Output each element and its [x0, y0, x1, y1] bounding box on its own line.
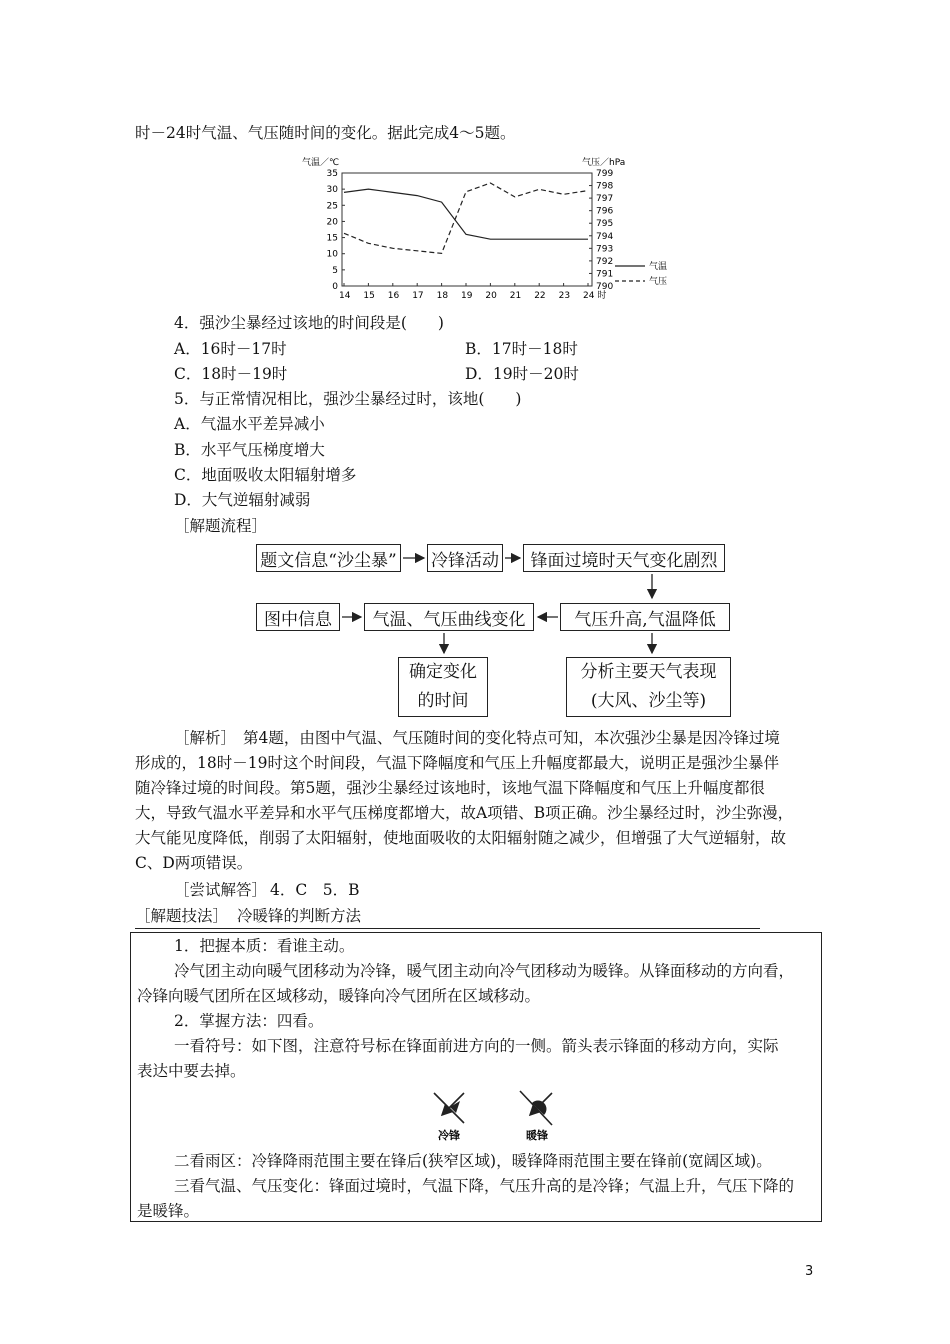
right-tick-label: 792 — [596, 256, 614, 267]
tips-p6a: 三看气温、气压变化：锋面过境时，气温下降，气压升高的是冷锋；气温上升，气压下降的 — [174, 1177, 795, 1195]
analysis-line-1: 第4题，由图中气温、气压随时间的变化特点可知，本次强沙尘暴是因冷锋过境 — [243, 729, 780, 747]
x-tick-label: 22 — [534, 291, 546, 301]
flow-box-chart-info: 图中信息 — [256, 603, 340, 631]
right-tick-label: 796 — [596, 206, 614, 217]
tips-p5: 二看雨区：冷锋降雨范围主要在锋后(狭窄区域)，暖锋降雨范围主要在锋前(宽阔区域)。 — [174, 1152, 772, 1170]
warm-front-label: 暖锋 — [526, 1129, 548, 1142]
q5-option-a: A．气温水平差异减小 — [174, 415, 325, 433]
cold-front-label: 冷锋 — [438, 1129, 460, 1142]
right-tick-label: 799 — [596, 169, 614, 179]
analysis-line-4: 大，导致气温水平差异和水平气压梯度都增大，故A项错、B项正确。沙尘暴经过时，沙尘弥漫， — [135, 804, 794, 822]
flow-box-cold-front: 冷锋活动 — [427, 544, 503, 572]
q5-option-c: C．地面吸收太阳辐射增多 — [174, 466, 357, 484]
flow-box-text-info: 题文信息“沙尘暴” — [256, 544, 401, 572]
q4-stem: 4．强沙尘暴经过该地的时间段是( ) — [174, 314, 444, 332]
answer-text: 4．C 5．B — [270, 881, 360, 899]
x-tick-label: 17 — [412, 291, 424, 301]
flow-box-determine-time-line2: 的时间 — [417, 691, 469, 711]
x-tick-label: 20 — [485, 291, 497, 301]
left-tick-label: 25 — [326, 201, 338, 212]
left-tick-label: 20 — [326, 217, 338, 228]
tips-label: ［解题技法］ — [135, 907, 229, 925]
flow-box-pressure-temp: 气压升高,气温降低 — [560, 603, 730, 631]
x-tick-label: 19 — [461, 291, 473, 301]
right-tick-label: 794 — [596, 231, 614, 242]
cold-front-symbol-icon — [434, 1093, 464, 1123]
analysis-line-2: 形成的，18时－19时这个时间段，气温下降幅度和气压上升幅度都最大，说明正是强沙尘暴伴 — [135, 754, 779, 772]
right-axis-label: 气压／hPa — [582, 158, 626, 168]
tips-p4b: 表达中要去掉。 — [137, 1062, 246, 1080]
left-tick-label: 10 — [326, 249, 338, 260]
analysis-line-6: C、D两项错误。 — [135, 854, 253, 872]
front-symbols — [420, 1085, 570, 1147]
q4-option-a: A．16时－17时 — [174, 340, 287, 358]
left-tick-label: 35 — [326, 169, 338, 179]
warm-front-symbol-icon — [520, 1091, 552, 1125]
right-tick-label: 798 — [596, 181, 614, 192]
left-tick-label: 15 — [326, 233, 338, 244]
left-tick-label: 30 — [326, 185, 338, 196]
right-tick-label: 790 — [596, 282, 614, 292]
left-tick-label: 5 — [332, 265, 338, 276]
q5-option-d: D．大气逆辐射减弱 — [174, 491, 311, 509]
analysis-label: ［解析］ — [174, 729, 237, 747]
answer-label: ［尝试解答］ — [174, 881, 268, 899]
flow-box-analyze-weather-line1: 分析主要天气表现 — [580, 662, 717, 682]
x-tick-label: 15 — [363, 291, 375, 301]
tips-p2a: 冷气团主动向暖气团移动为冷锋，暖气团主动向冷气团移动为暖锋。从锋面移动的方向看， — [174, 962, 795, 980]
tips-p4a: 一看符号：如下图，注意符号标在锋面前进方向的一侧。箭头表示锋面的移动方向，实际 — [174, 1037, 779, 1055]
analysis-line-3: 随冷锋过境的时间段。第5题，强沙尘暴经过该地时，该地气温下降幅度和气压上升幅度都很 — [135, 779, 765, 797]
flow-box-curve-change: 气温、气压曲线变化 — [364, 603, 534, 631]
flow-label: ［解题流程］ — [174, 517, 268, 535]
tips-p6b: 是暖锋。 — [137, 1202, 200, 1220]
right-tick-label: 791 — [596, 269, 614, 280]
q5-stem: 5．与正常情况相比，强沙尘暴经过时，该地( ) — [174, 390, 522, 408]
flow-box-analyze-weather-line2: (大风、沙尘等) — [590, 691, 707, 711]
x-tick-label: 23 — [558, 291, 571, 301]
x-tick-label: 24 时 — [583, 291, 607, 301]
x-tick-label: 14 — [339, 291, 351, 301]
left-axis-label: 气温／℃ — [302, 158, 340, 168]
right-tick-label: 793 — [596, 244, 614, 255]
q4-option-c: C．18时－19时 — [174, 365, 288, 383]
tips-p3: 2．掌握方法：四看。 — [174, 1012, 324, 1030]
x-tick-label: 18 — [436, 291, 449, 301]
legend-label: 气温 — [649, 262, 668, 272]
legend-label: 气压 — [649, 277, 668, 287]
intro-line: 时－24时气温、气压随时间的变化。据此完成4～5题。 — [135, 124, 516, 142]
x-tick-label: 21 — [509, 291, 522, 301]
tips-p1: 1．把握本质：看谁主动。 — [174, 937, 355, 955]
q4-option-b: B．17时－18时 — [465, 340, 578, 358]
page-number: 3 — [805, 1264, 814, 1279]
flow-box-front-passing: 锋面过境时天气变化剧烈 — [523, 544, 725, 572]
flow-box-determine-time-line1: 确定变化 — [409, 662, 477, 682]
q5-option-b: B．水平气压梯度增大 — [174, 441, 325, 459]
tips-header-underline — [135, 904, 760, 929]
left-tick-label: 0 — [332, 282, 338, 292]
right-tick-label: 797 — [596, 194, 614, 205]
right-tick-label: 795 — [596, 219, 614, 230]
analysis-line-5: 大气能见度降低，削弱了太阳辐射，使地面吸收的太阳辐射随之减少，但增强了大气逆辐射，故 — [135, 829, 787, 847]
tips-title: 冷暖锋的判断方法 — [237, 907, 362, 925]
x-tick-label: 16 — [387, 291, 400, 301]
tips-p2b: 冷锋向暖气团所在区域移动，暖锋向冷气团所在区域移动。 — [137, 987, 541, 1005]
q4-option-d: D．19时－20时 — [465, 365, 579, 383]
